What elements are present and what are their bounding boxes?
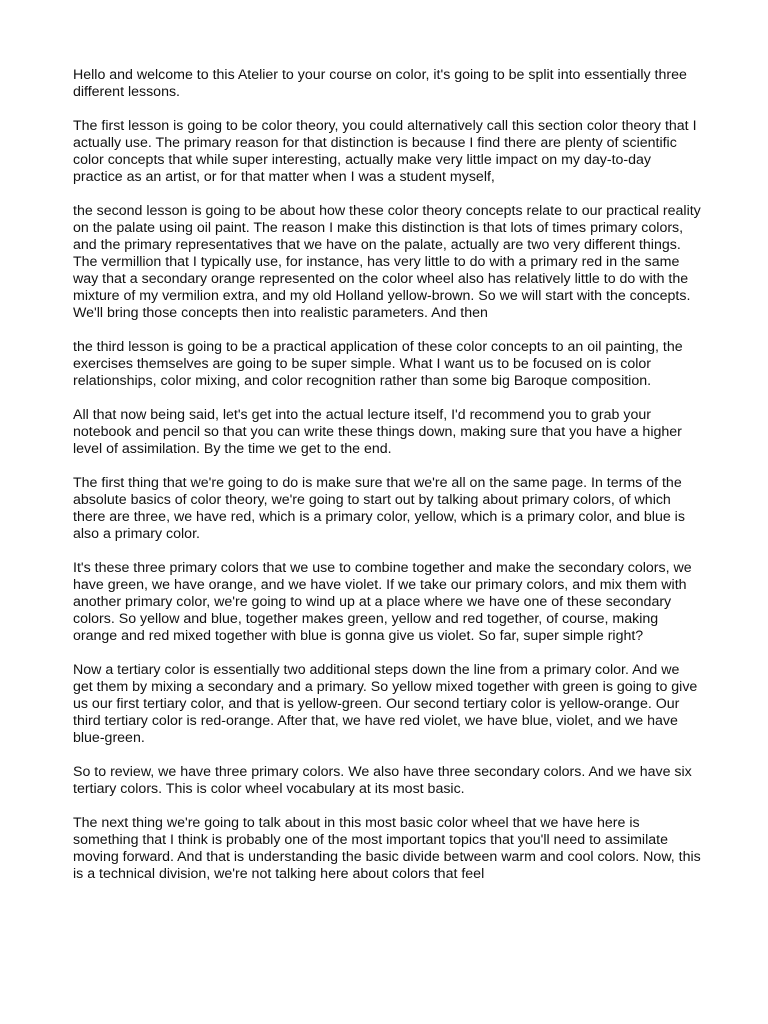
paragraph-secondary-colors: It's these three primary colors that we use to combine together and make the secondary colors, we have green, we have orange, and we have violet. If we take our primary colors, and mix them with another primary color, we're going to wind up at a place where we have one of these secondary colors. So yellow and blue, together makes green, yellow and red together, of course, making orange and red mixed together with blue is gonna give us violet. So far, super simple right? (73, 560, 692, 644)
paragraph-warm-cool: The next thing we're going to talk about in this most basic color wheel that we have here is something that I think is probably one of the most important topics that you'll need to assimilate moving forward. And that is understanding the basic divide between warm and cool colors. Now, this is a technical division, we're not talking here about colors that feel (73, 815, 701, 882)
paragraph-third-lesson: the third lesson is going to be a practical application of these color concepts to an oil painting, the exercises themselves are going to be super simple. What I want us to be focused on is color relationships, color mixing, and color recognition rather than some big Baroque composition. (73, 339, 683, 389)
paragraph-second-lesson: the second lesson is going to be about how these color theory concepts relate to our practical reality on the palate using oil paint. The reason I make this distinction is that lots of times primary colors, and the primary representatives that we have on the palate, actually are two very different things. The vermillion that I typically use, for instance, has very little to do with a primary red in the same way that a secondary orange represented on the color wheel also has relatively little to do with the mixture of my vermilion extra, and my old Holland yellow-brown. So we will start with the concepts. We'll bring those concepts then into realistic parameters. And then (73, 203, 701, 321)
paragraph-lecture-start: All that now being said, let's get into the actual lecture itself, I'd recommend you to grab your notebook and pencil so that you can write these things down, making sure that you have a higher level of assimilation. By the time we get to the end. (73, 407, 682, 457)
paragraph-intro: Hello and welcome to this Atelier to your course on color, it's going to be split into essentially three different lessons. (73, 67, 687, 100)
paragraph-tertiary-colors: Now a tertiary color is essentially two additional steps down the line from a primary color. And we get them by mixing a secondary and a primary. So yellow mixed together with green is going to give us our first tertiary color, and that is yellow-green. Our second tertiary color is yellow-orange. Our third tertiary color is red-orange. After that, we have red violet, we have blue, violet, and we have blue-green. (73, 662, 698, 746)
paragraph-first-lesson: The first lesson is going to be color theory, you could alternatively call this section color theory that I actually use. The primary reason for that distinction is because I find there are plenty of scientific color concepts that while super interesting, actually make very little impact on my day-to-day practice as an artist, or for that matter when I was a student myself, (73, 118, 697, 185)
document-page (73, 67, 703, 883)
paragraph-review: So to review, we have three primary colors. We also have three secondary colors. And we have six tertiary colors. This is color wheel vocabulary at its most basic. (73, 764, 692, 797)
paragraph-primary-colors: The first thing that we're going to do is make sure that we're all on the same page. In terms of the absolute basics of color theory, we're going to start out by talking about primary colors, of which there are three, we have red, which is a primary color, yellow, which is a primary color, and blue is also a primary color. (73, 475, 685, 542)
